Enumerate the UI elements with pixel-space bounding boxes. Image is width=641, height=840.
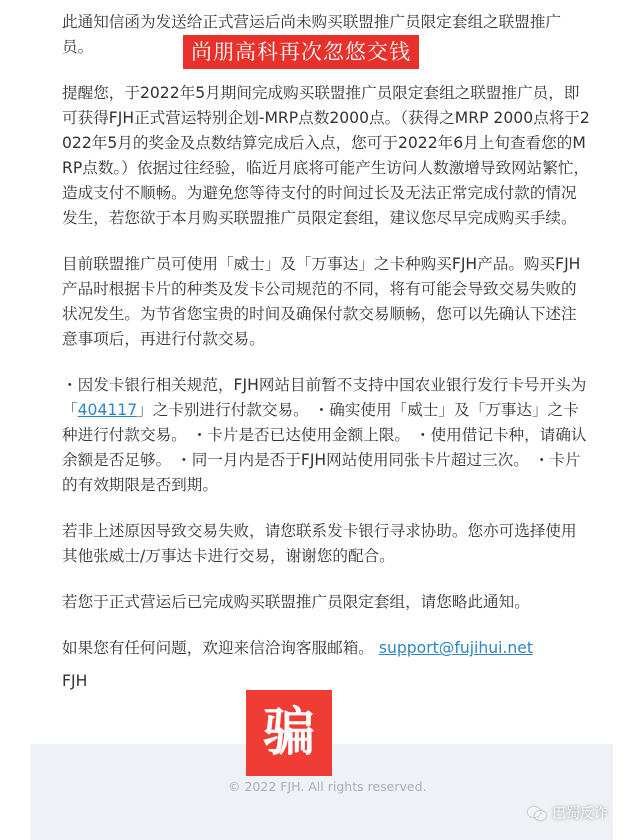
contact-text: 如果您有任何问题，欢迎来信洽询客服邮箱。 — [62, 639, 374, 657]
annotation-banner: 尚朋高科再次忽悠交钱 — [183, 35, 419, 69]
watermark — [528, 800, 608, 826]
reminder-paragraph: 提醒您，于2022年5月期间完成购买联盟推广员限定套组之联盟推广员，即可获得FJH正式营运特别企划-MRP点数2000点。（获得之MRP 2000点将于2022年5月的奖金及点数结算完成后入点，您可于2022年6月上旬查看您的MRP点数。）依据过往经验，临近月底将可能产生访问人数激增导致网站繁忙，造成支付不顺畅。为避免您等待支付的时间过长及无法正常完成付款的情况发生，若您欲于本月购买联盟推广员限定套组，建议您尽早完成购买手续。 — [62, 84, 590, 227]
notice-suffix: 」之卡别进行付款交易。 ・确实使用「威士」及「万事达」之卡种进行付款交易。 ・卡片是否已达使用金额上限。 ・使用借记卡种，请确认余额是否足够。 ・同一月内是否于FJH网站使用同张卡片超过三次。 ・卡片的有效期限是否到期。 — [62, 401, 587, 494]
notice-prefix: ・因发卡银行相关规范，FJH网站目前暂不支持中国农业银行发行卡号开头为「 — [62, 376, 587, 419]
contact-paragraph — [62, 636, 590, 661]
ignore-paragraph: 若您于正式营运后已完成购买联盟推广员限定套组，请您略此通知。 — [62, 593, 530, 611]
failure-paragraph: 若非上述原因导致交易失败，请您联系发卡银行寻求协助。您亦可选择使用其他张威士/万事达卡进行交易，谢谢您的配合。 — [62, 522, 577, 565]
wechat-icon — [528, 806, 546, 820]
scam-stamp: 骗 — [246, 690, 332, 776]
email-body — [62, 10, 590, 682]
copyright-text: © 2022 FJH. All rights reserved. — [228, 779, 427, 794]
card-types-paragraph: 目前联盟推广员可使用「威士」及「万事达」之卡种购买FJH产品。购买FJH产品时根据卡片的种类及发卡公司规范的不同，将有可能会导致交易失败的状况发生。为节省您宝贵的时间及确保付款交易顺畅，您可以先确认下述注意事项后，再进行付款交易。 — [62, 255, 581, 348]
intro-paragraph: 此通知信函为发送给正式营运后尚未购买联盟推广员限定套组之联盟推广员。 — [62, 13, 562, 56]
notice-list-paragraph — [62, 373, 590, 498]
support-email-link[interactable]: support@fujihui.net — [378, 639, 534, 657]
signature: FJH — [62, 672, 88, 690]
card-prefix-link[interactable]: 404117 — [77, 401, 138, 419]
watermark-text: 巴蜀反诈 — [552, 806, 608, 822]
